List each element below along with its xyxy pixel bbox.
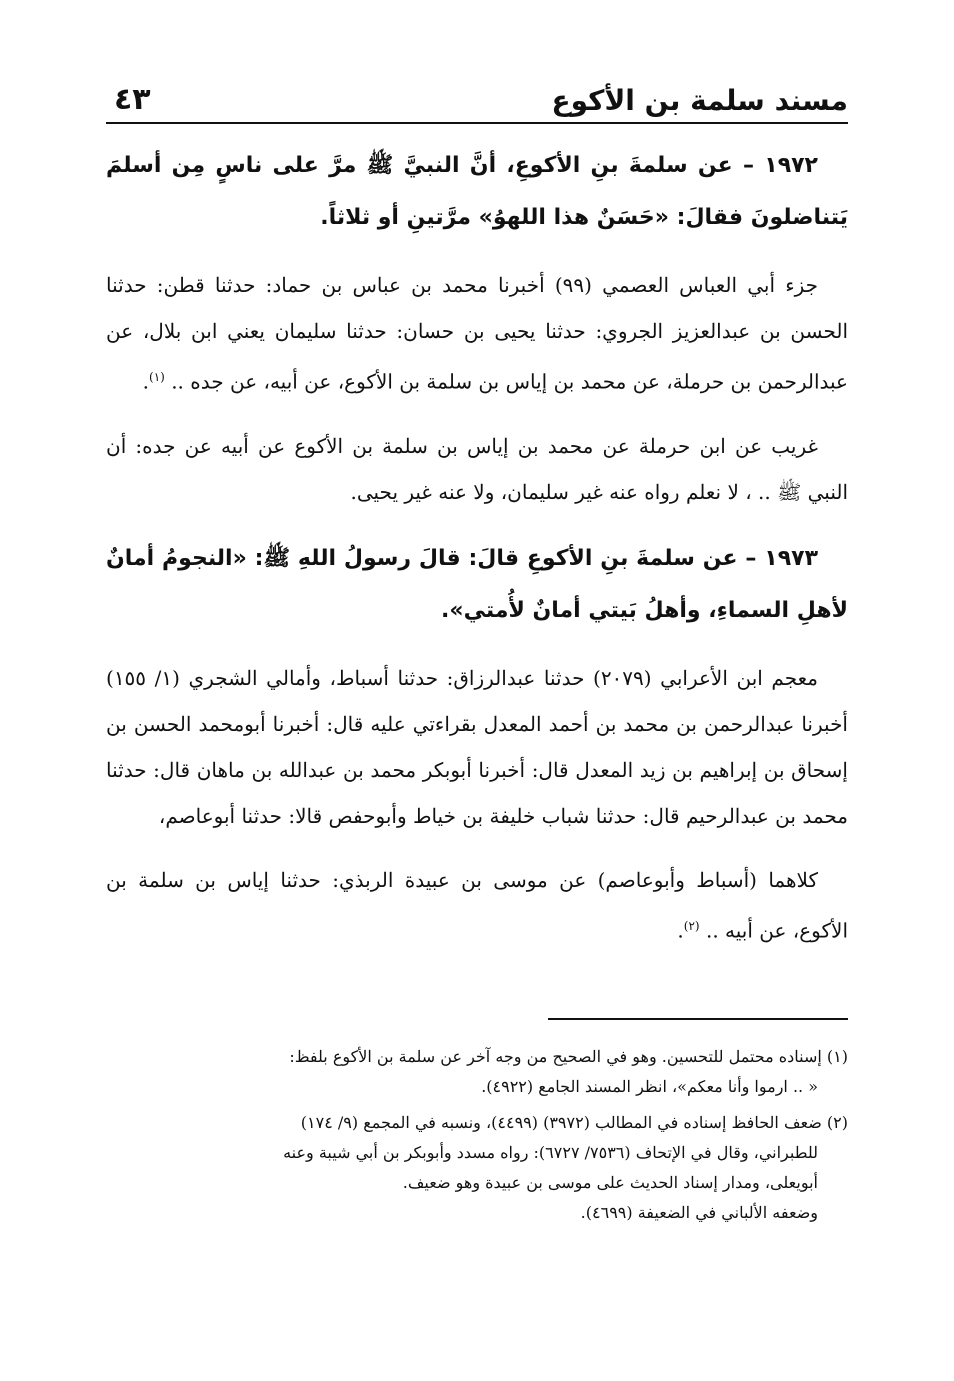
hadith-1973	[106, 533, 848, 637]
isnad-text: جزء أبي العباس العصمي (٩٩) أخبرنا محمد بن عباس بن حماد: حدثنا قطن: حدثنا الحسن بن عبدالعزيز الجروي: حدثنا يحيى بن حسان: حدثنا سليمان يعني ابن بلال، عن عبدالرحمن بن حرملة، عن محمد بن إياس بن سلمة بن الأكوع، عن أبيه، عن جده ..	[106, 273, 848, 394]
comment-text: كلاهما (أسباط وأبوعاصم) عن موسى بن عبيدة الربذي: حدثنا إياس بن سلمة بن الأكوع، عن أبيه ..	[106, 867, 848, 943]
footnote-ref[interactable]: (١)	[149, 370, 165, 384]
footnote-line: (٢) ضعف الحافظ إسناده في المطالب (٣٩٧٢) (٤٤٩٩)، ونسبه في المجمع (٩/ ١٧٤)	[300, 1113, 848, 1132]
footnote-ref[interactable]: (٢)	[683, 918, 700, 933]
page-header	[106, 78, 848, 124]
footnote-line: للطبراني، وقال في الإتحاف (٧٥٣٦/ ٦٧٢٧): رواه مسدد وأبوبكر بن أبي شيبة وعنه	[283, 1143, 818, 1162]
main-text	[106, 140, 848, 971]
footnotes	[106, 1042, 848, 1234]
footnote-marker: (١)	[826, 1047, 848, 1066]
comment-1972	[106, 423, 848, 515]
footnote-line: (١) إسناده محتمل للتحسين. وهو في الصحيح من وجه آخر عن سلمة بن الأكوع بلفظ:	[289, 1047, 848, 1066]
comment-1973: كلاهما (أسباط وأبوعاصم) عن موسى بن عبيدة الربذي: حدثنا إياس بن سلمة بن الأكوع، عن أبيه .. $^{(٢)}$.	[106, 867, 848, 943]
page-number: ٤٣	[114, 82, 151, 117]
footnote-divider	[548, 1018, 848, 1020]
book-title: مسند سلمة بن الأكوع	[551, 84, 848, 117]
hadith-number: ١٩٧٢ –	[742, 153, 818, 178]
hadith-text: عن سلمةَ بنِ الأكوعِ قالَ: قالَ رسولُ اللهِ ﷺ: «النجومُ أمانٌ لأهلِ السماءِ، وأهلُ بَيتي أمانٌ لأُمتي».	[106, 545, 848, 623]
footnote-2	[106, 1108, 848, 1228]
hadith-text: عن سلمةَ بنِ الأكوعِ، أنَّ النبيَّ ﷺ مرَّ على ناسٍ مِن أسلمَ يَتناضلونَ فقالَ: «حَسَنٌ هذا اللهوُ» مرَّتينِ أو ثلاثاً.	[106, 153, 848, 230]
isnad-1973	[106, 655, 848, 839]
footnote-line: « .. ارموا وأنا معكم»، انظر المسند الجامع (٤٩٢٢).	[481, 1077, 818, 1096]
isnad-1972: جزء أبي العباس العصمي (٩٩) أخبرنا محمد بن عباس بن حماد: حدثنا قطن: حدثنا الحسن بن عبدالعزيز الجروي: حدثنا يحيى بن حسان: حدثنا سليمان يعني ابن بلال، عن عبدالرحمن بن حرملة، عن محمد بن إياس بن سلمة بن الأكوع، عن أبيه، عن جده .. $^{(١)}$.	[106, 273, 848, 394]
footnote-marker: (٢)	[826, 1113, 848, 1132]
comment-text: غريب عن ابن حرملة عن محمد بن إياس بن سلمة بن الأكوع عن أبيه عن جده: أن النبي ﷺ .. ، لا نعلم رواه عنه غير سليمان، ولا عنه غير يحيى.	[106, 433, 848, 504]
footnote-line: وضعفه الألباني في الضعيفة (٤٦٩٩).	[580, 1203, 818, 1222]
hadith-number: ١٩٧٣ –	[745, 545, 818, 571]
footnote-line: أبويعلى، ومدار إسناد الحديث على موسى بن عبيدة وهو ضعيف.	[402, 1173, 818, 1192]
hadith-1972	[106, 140, 848, 244]
footnote-1	[106, 1042, 848, 1102]
isnad-text: معجم ابن الأعرابي (٢٠٧٩) حدثنا عبدالرزاق: حدثنا أسباط، وأمالي الشجري (١/ ١٥٥) أخبرنا عبدالرحمن بن محمد بن أحمد المعدل بقراءتي عليه قال: أخبرنا أبومحمد الحسن بن إسحاق بن إبراهيم بن زيد المعدل قال: أخبرنا أبوبكر محمد بن عبدالله بن ماهان قال: حدثنا محمد بن عبدالرحيم قال: حدثنا شباب خليفة بن خياط وأبوحفص قالا: حدثنا أبوعاصم،	[106, 665, 848, 828]
